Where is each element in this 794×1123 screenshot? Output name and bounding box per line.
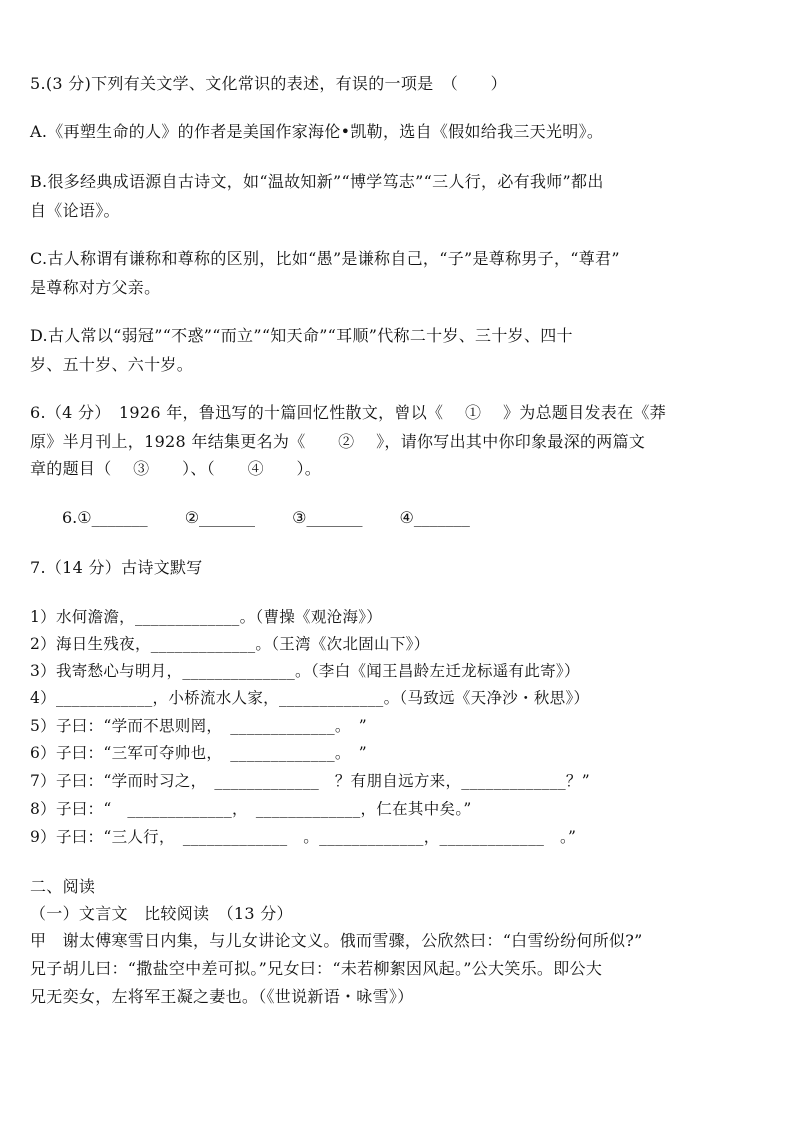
passage-jia-line2: 兄子胡儿曰：“撒盐空中差可拟。”兄女曰：“未若柳絮因风起。”公大笑乐。即公大 (30, 959, 603, 978)
section2-subtitle: （一）文言文 比较阅读 （13 分） (30, 904, 293, 923)
q5-option-b-line2: 自《论语》。 (30, 201, 120, 220)
q5-option-d-line2: 岁、五十岁、六十岁。 (30, 355, 194, 374)
q6-line2: 原》半月刊上，1928 年结集更名为《 ② 》，请你写出其中你印象最深的两篇文 (30, 432, 646, 451)
q7-item-5[interactable]: 5）子曰：“学而不思则罔， _____________。 ” (30, 717, 367, 735)
q6-answer-blanks[interactable]: 6.①_______ ②_______ ③_______ ④_______ (62, 508, 470, 527)
q5-option-c-line1: C.古人称谓有谦称和尊称的区别，比如“愚”是谦称自己，“子”是尊称男子，“尊君” (30, 249, 620, 268)
q5-option-a: A.《再塑生命的人》的作者是美国作家海伦•凯勒，选自《假如给我三天光明》。 (30, 122, 604, 141)
section2-title: 二、阅读 (30, 877, 96, 896)
q5-stem: 5.(3 分)下列有关文学、文化常识的表述，有误的一项是 （ ） (30, 74, 507, 93)
q6-line1: 6.（4 分） 1926 年，鲁迅写的十篇回忆性散文，曾以《 ① 》为总题目发表在《莽 (30, 403, 667, 422)
q7-item-7[interactable]: 7）子曰：“学而时习之， _____________ ？有朋自远方来，_____________？” (30, 772, 590, 790)
q5-option-c-line2: 是尊称对方父亲。 (30, 278, 161, 297)
q7-item-3[interactable]: 3）我寄愁心与明月，______________。（李白《闻王昌龄左迁龙标遥有此寄》） (30, 662, 580, 680)
q7-item-8[interactable]: 8）子曰：“ _____________， _____________，仁在其中矣。” (30, 800, 472, 818)
q5-option-d-line1: D.古人常以“弱冠”“不惑”“而立”“知天命”“耳顺”代称二十岁、三十岁、四十 (30, 326, 573, 345)
q7-item-6[interactable]: 6）子曰：“三军可夺帅也， _____________。 ” (30, 744, 367, 762)
q6-line3: 章的题目（ ③ ）、（ ④ ）。 (30, 459, 322, 478)
q7-item-9[interactable]: 9）子曰：“三人行， _____________ 。_____________，_____________ 。” (30, 828, 577, 846)
q7-item-4[interactable]: 4）____________，小桥流水人家，_____________。（马致远《天净沙・秋思》） (30, 689, 590, 707)
q7-item-2[interactable]: 2）海日生残夜，_____________。（王湾《次北固山下》） (30, 635, 430, 653)
q7-title: 7.（14 分）古诗文默写 (30, 558, 203, 577)
passage-jia-line1: 甲 谢太傅寒雪日内集，与儿女讲论文义。俄而雪骤，公欣然曰：“白雪纷纷何所似?” (30, 931, 643, 950)
q7-item-1[interactable]: 1）水何澹澹，_____________。（曹操《观沧海》） (30, 608, 383, 626)
passage-jia-line3: 兄无奕女，左将军王凝之妻也。（《世说新语・咏雪》） (30, 987, 414, 1006)
q5-option-b-line1: B.很多经典成语源自古诗文，如“温故知新”“博学笃志”“三人行，必有我师”都出 (30, 172, 604, 191)
